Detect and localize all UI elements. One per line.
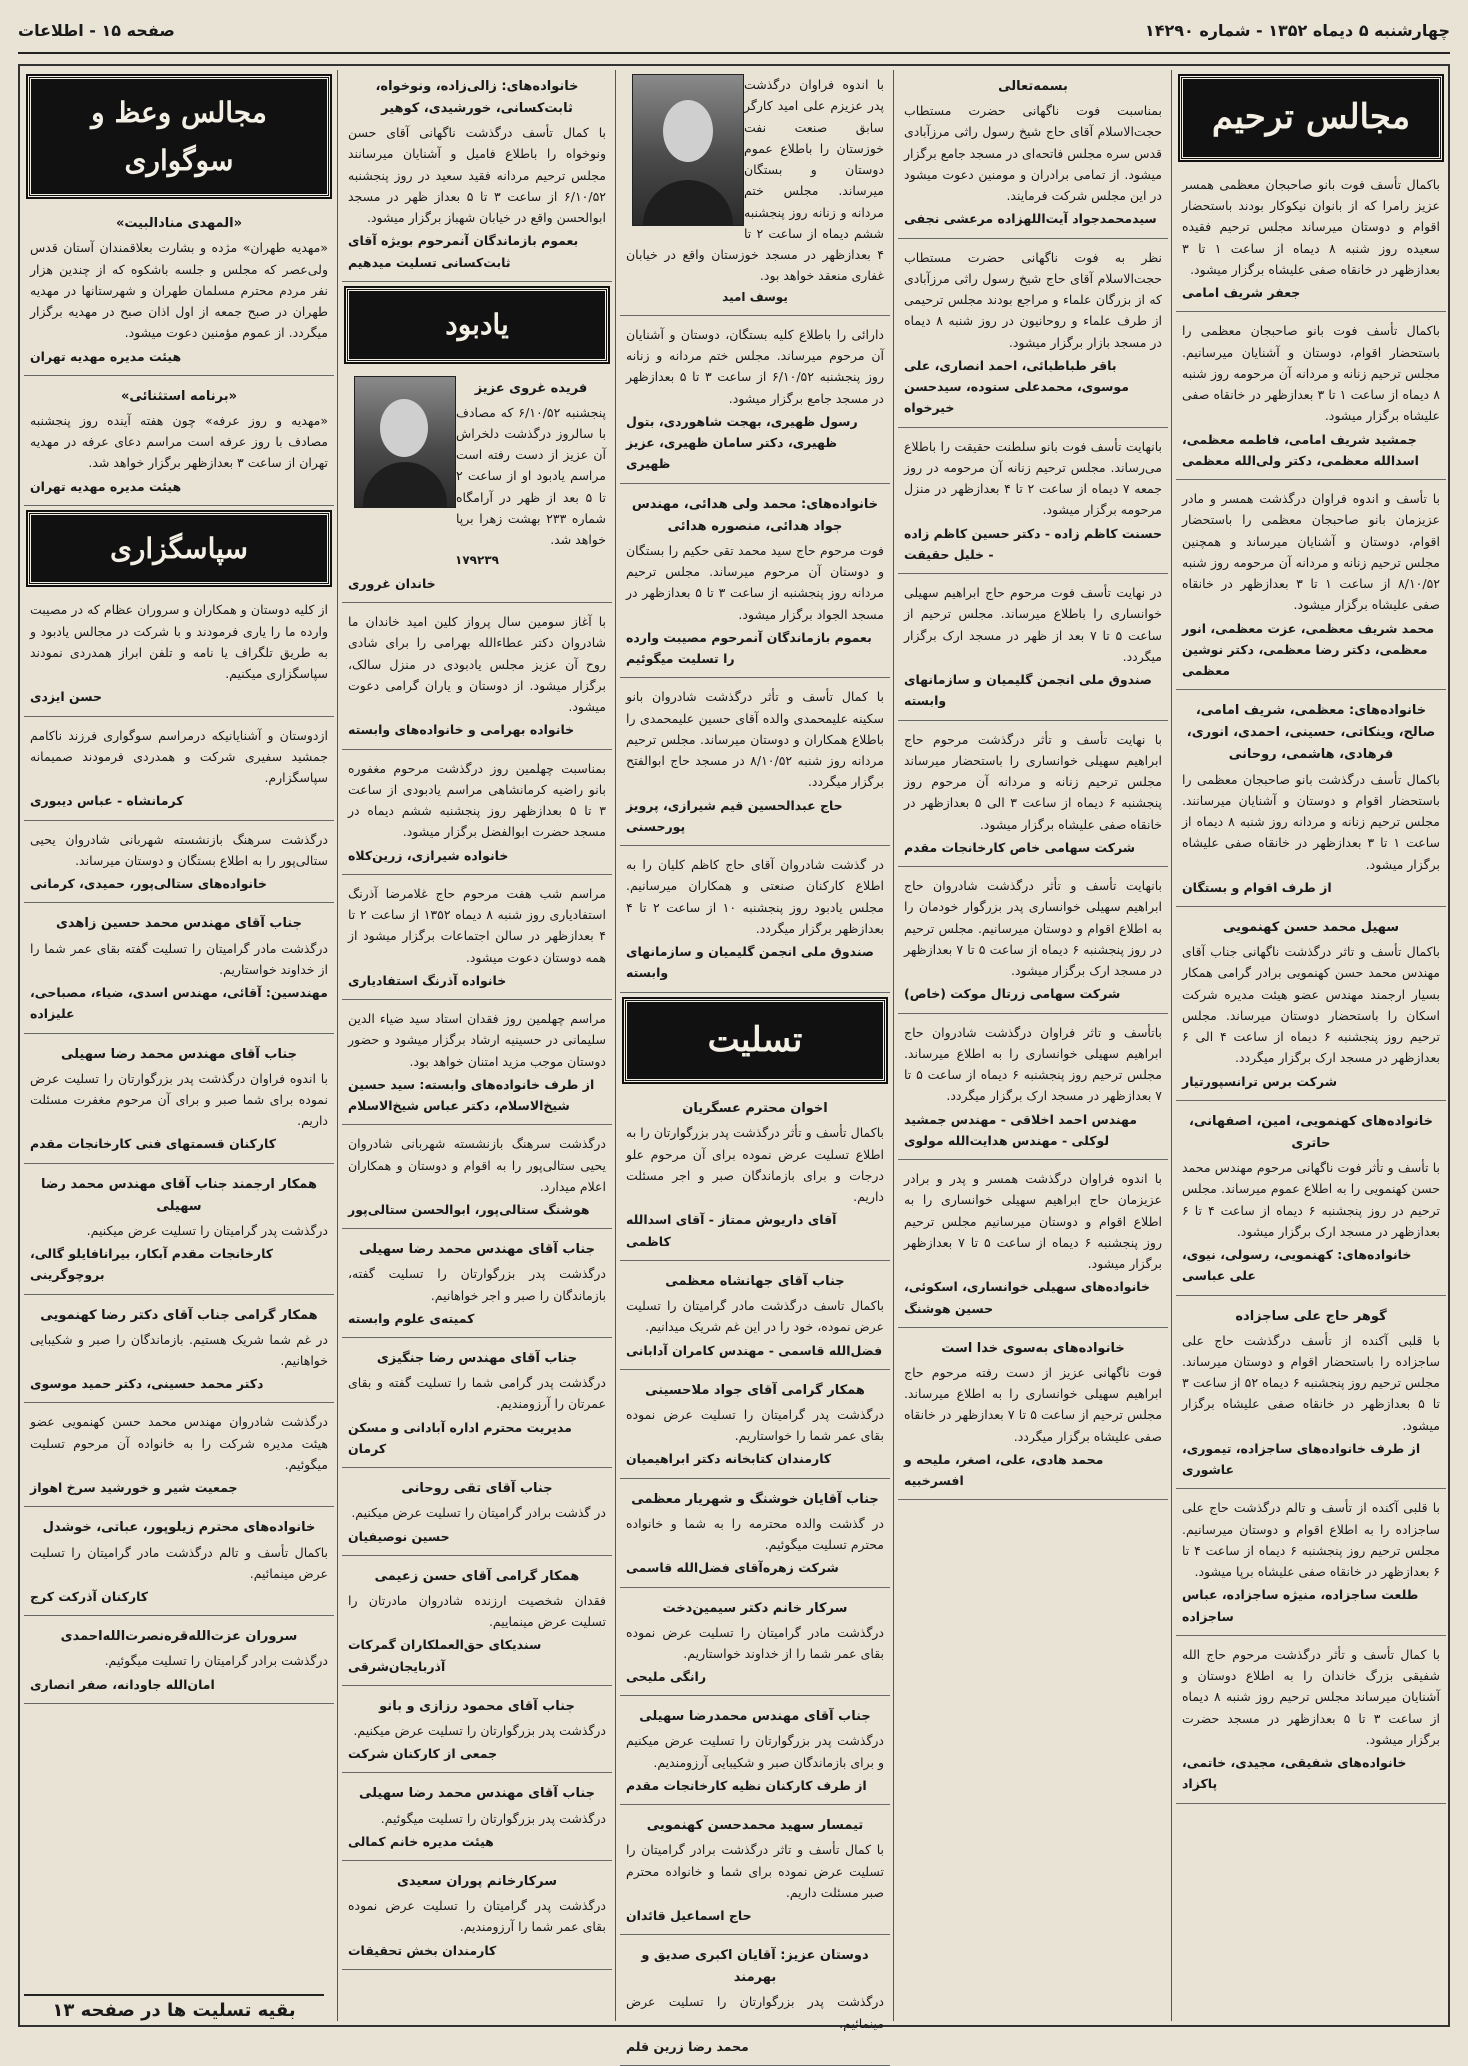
- notice-block: [620, 1265, 890, 1370]
- notice-block: [620, 682, 890, 846]
- notice-text: فوت ناگهانی عزیز از دست رفته مرحوم حاج ابراهیم سهیلی خوانساری را به اطلاع میرساند. مجلس ترحیم از ساعت ۵ تا ۷ بعدازظهر در خانقاه صفی علیشاه برگزار میگردد.: [904, 1364, 1163, 1444]
- notice-block: [620, 1374, 890, 1479]
- notice-title: خانواده‌های محترم زیلوپور، عباتی، خوشدل: [42, 1520, 316, 1536]
- notice-block: [342, 754, 612, 875]
- notice-block: [1176, 484, 1446, 690]
- notice-signature: خانواده بهرامی و خانواده‌های وابسته: [348, 722, 575, 738]
- notice-text: با تأسف و اندوه فراوان درگذشت همسر و مادر عزیزمان بانو صاحبجان معظمی را باستحضار اقوام، دوستان و آشنایان میرساند و همچنین مجلس ترحیم زنانه و مردانه آن مرحومه روز شنبه ۸/۱۰/۵۲ از ساعت ۱ تا ۳ بعدازظهر در خانقاه صفی علیشاه برگزار میشود.: [1182, 491, 1441, 613]
- notice-block: [24, 1168, 334, 1295]
- header-page-number: صفحه ۱۵ - اطلاعات: [18, 20, 175, 40]
- notice-signature: شرکت سهامی خاص کارخانجات مقدم: [904, 839, 1136, 855]
- column-rule: [337, 70, 338, 2021]
- notice-block: [620, 1483, 890, 1588]
- notice-signature: از طرف اقوام و بستگان: [1182, 879, 1332, 895]
- notice-block: [898, 871, 1168, 1014]
- notice-title: جناب آقای مهندس محمد رضا سهیلی: [358, 1242, 596, 1258]
- notice-title: جناب آقای محمود رزازی و بانو: [379, 1698, 575, 1714]
- notice-text: «مهدیه طهران» مژده و بشارت بعلاقمندان آستان قدس ولی‌عصر که مجلس و جلسه باشکوه که از چندین هزار نفر مردم محترم مسلمان طهران و شهرستانها در مهدیه طهران در صبح جمعه از اول اذان صبح در مهدیه برگزار میگردد. از عموم مؤمنین دعوت میشود.: [30, 240, 328, 341]
- notice-block: [342, 879, 612, 1000]
- notice-title: اخوان محترم عسگریان: [682, 1101, 828, 1117]
- notice-text: درگذشت پدر گرامیتان را تسلیت عرض نموده بقای عمر شما را آرزومندیم.: [348, 1898, 606, 1935]
- notice-signature: بعموم بازماندگان آنمرحوم بویژه آقای ثابت‌کسانی تسلیت میدهیم: [348, 233, 579, 270]
- column-sermons-thanks: [24, 70, 334, 2021]
- column-mourning-right: [1176, 70, 1446, 2021]
- column-rule: [1171, 70, 1172, 2021]
- notice-title: سرکارخانم پوران سعیدی: [396, 1874, 558, 1890]
- notice-signature: کمیته‌ی علوم وابسته: [348, 1310, 475, 1326]
- notice-text: باکمال تأسف فوت بانو صاحبجان معظمی همسر عزیز رامرا که از بانوان نیکوکار بودند باستحضار اقوام و دوستان میرساند مجلس ترحیم فقیده سعیده روز شنبه ۸ دیماه از ساعت ۱ تا ۳ بعدازظهر در خانقاه صفی علیشاه برگزار میشود.: [1182, 176, 1440, 277]
- notice-block: [24, 1299, 334, 1404]
- notice-block: [620, 1939, 890, 2066]
- notice-signature: مهندس احمد اخلاقی - مهندس جمشید لوکلی - مهندس هدایت‌الله مولوی: [904, 1111, 1138, 1148]
- notice-title: جناب آقای مهندس محمد حسین زاهدی: [55, 916, 303, 932]
- notice-signature: آقای داریوش ممتاز - آقای اسدالله کاظمی: [626, 1212, 837, 1249]
- banner-tarhim: مجالس ترحیم: [1180, 76, 1442, 160]
- notice-title: خانواده‌های: محمد ولی هدائی، مهندس جواد هدائی، منصوره هدائی: [631, 496, 879, 534]
- notice-text: در غم شما شریک هستیم. بازماندگان را صبر و شکیبایی خواهانیم.: [30, 1331, 328, 1368]
- memorial-number: ۱۷۹۲۳۹: [455, 553, 499, 568]
- notice-block: [1176, 1640, 1446, 1804]
- notice-title: «برنامه استثنائی»: [120, 388, 238, 404]
- notice-text: باکمال تأسف و تاثر درگذشت ناگهانی جناب آقای مهندس محمد حسن کهنمویی برادر گرامی همکار بسیار ارجمند مهندس عضو هیئت مدیره شرکت اسکان را باستحضار دوستان میرساند. مجلس ترحیم روز پنجشنبه ۶ دیماه از ساعت ۴ الی ۶ بعدازظهر در مسجد ارک برگزار میگردد.: [1182, 944, 1440, 1066]
- notice-signature: هیئت مدیره مهدیه تهران: [30, 478, 182, 494]
- notice-text: با اندوه فراوان درگذشت پدر بزرگوارتان را تسلیت عرض نموده برای شما صبر و برای آن مرحوم مغفرت مسئلت داریم.: [30, 1070, 328, 1129]
- notice-block: [620, 320, 890, 484]
- notice-block: [24, 595, 334, 716]
- column-mourning-second: [898, 70, 1168, 2021]
- notice-block: [24, 207, 334, 376]
- notice-signature: باقر طباطبائی، احمد انصاری، علی موسوی، محمدعلی ستوده، سیدحسن خیرخواه: [904, 357, 1129, 416]
- notice-title: جناب آقای مهندس محمدرضا سهیلی: [639, 1709, 871, 1725]
- notice-text: بانهایت تأسف فوت بانو سلطنت حقیقت را باطلاع می‌رساند. مجلس ترحیم زنانه آن مرحومه در روز جمعه ۷ دیماه از ساعت ۲ تا ۴ بعدازظهر در منزل مرحومه برگزار میشود.: [904, 438, 1162, 518]
- notice-title: خانواده‌های کهنمویی، امین، اصفهانی، حاتری: [1188, 1113, 1434, 1152]
- notice-signature: بعموم بازماندگان آنمرحوم مصیبت وارده را تسلیت میگوئیم: [626, 629, 872, 667]
- notice-text: درگذشت پدر بزرگوارتان را تسلیت عرض میکنیم.: [353, 1722, 606, 1738]
- banner-sepas: سپاسگزاری: [28, 512, 330, 586]
- notice-block: [620, 488, 890, 679]
- notice-text: با تأسف و تأثر فوت ناگهانی مرحوم مهندس محمد حسن کهنمویی را به اطلاع عموم میرساند. مجلس ترحیم در روز پنجشنبه ۶ دیماه از ساعت ۴ تا ۶ بعدازظهر در مسجد ارک برگزار میشود.: [1182, 1160, 1440, 1239]
- notice-title: دوستان عزیز: آقایان اکبری صدیق و بهرمند: [641, 1948, 869, 1986]
- notice-block: [1176, 316, 1446, 480]
- notice-title: «المهدی منادالبیت»: [115, 216, 242, 232]
- notice-signature: طلعت ساجزاده، منیژه ساجزاده، عباس ساجزاده: [1182, 1587, 1419, 1624]
- notice-text: درگذشت پدر گرامیتان را تسلیت عرض میکنیم.: [86, 1222, 328, 1238]
- notice-signature: هوشنگ ستالی‌پور، ابوالحسن ستالی‌پور: [348, 1202, 590, 1218]
- header-date-issue: چهارشنبه ۵ دیماه ۱۳۵۲ - شماره ۱۴۲۹۰: [1144, 20, 1450, 40]
- notice-block: [24, 380, 334, 506]
- column-center: [620, 70, 890, 2054]
- notice-signature: رسول ظهیری، بهجت شاهوردی، بتول ظهیری، دکتر سامان ظهیری، عزیز ظهیری: [626, 413, 858, 472]
- notice-text: درگذشت پدر بزرگوارتان را تسلیت عرض میکنیم و برای بازماندگان صبر و شکیبایی آرزومندیم.: [626, 1733, 884, 1770]
- notice-signature: کارکنان قسمتهای فنی کارخانجات مقدم: [30, 1136, 276, 1152]
- notice-signature: از طرف خانواده‌های ساجزاده، تیموری، عاشوری: [1182, 1440, 1421, 1478]
- notice-signature: امان‌الله جاودانه، صفر انصاری: [30, 1676, 215, 1692]
- notice-title: گوهر حاج علی ساجزاده: [1235, 1308, 1387, 1324]
- notice-block: [24, 825, 334, 904]
- notice-signature: صندوق ملی انجمن گلیمیان و سازمانهای وابسته: [904, 672, 1153, 709]
- memorial-notice: [342, 372, 612, 603]
- photo-caption: یوسف امید: [722, 289, 788, 304]
- notice-signature: شرکت سهامی زرتال موکت (خاص): [904, 986, 1121, 1002]
- notice-text: دارائی را باطلاع کلیه بستگان، دوستان و آشنایان آن مرحوم میرساند. مجلس ختم مردانه و زنانه روز پنجشنبه ۶/۱۰/۵۲ از ساعت ۳ تا ۵ بعدازظهر در مسجد جامع برگزار میشود.: [626, 326, 884, 406]
- notice-block: [1176, 694, 1446, 907]
- notice-signature: صندوق ملی انجمن گلیمیان و سازمانهای وابسته: [626, 944, 875, 981]
- notice-text: درگذشت سرهنگ بازنشسته شهربانی شادروان یحیی ستالی‌پور را به اطلاع بستگان و دوستان میرساند.: [30, 831, 328, 868]
- notice-signature: مدیریت محترم اداره آبادانی و مسکن کرمان: [348, 1419, 572, 1456]
- notice-block: [24, 721, 334, 821]
- notice-signature: جمشید شریف امامی، فاطمه معظمی، اسدالله معظمی، دکتر ولی‌الله معظمی: [1182, 431, 1419, 468]
- notice-signature: فضل‌الله قاسمی - مهندس کامران آدابانی: [626, 1342, 883, 1358]
- notice-signature: سیدمحمدجواد آیت‌اللهزاده مرعشی نجفی: [904, 211, 1157, 227]
- notice-signature: مهندسین: آقائی، مهندس اسدی، ضیاء، مصباحی، علیزاده: [30, 985, 328, 1022]
- notice-text: بانهایت تأسف و تأثر درگذشت شادروان حاج ابراهیم سهیلی خوانساری پدر بزرگوار خودمان را به اطلاع اقوام و دوستان میرسانیم. مجلس ترحیم در روز پنجشنبه ۶ دیماه از ساعت ۵ تا ۷ بعدازظهر در مسجد ارک برگزار میشود.: [904, 878, 1162, 979]
- page-header: [18, 8, 1450, 54]
- notice-signature: حسین نوصیفیان: [348, 1528, 450, 1544]
- notice-block: [342, 1690, 612, 1774]
- notice-text: در گذشت برادر گرامیتان را تسلیت عرض میکنیم.: [351, 1505, 606, 1521]
- notice-text: باکمال تأسف درگذشت بانو صاحبجان معظمی را باستحضار اقوام و دوستان و آشنایان میرسانند. مجلس ترحیم زنانه و مردانه روز شنبه ۸ دیماه از ساعت ۱ تا ۳ بعدازظهر در خانقاه صفی علیشاه برگزار میشود.: [1182, 771, 1440, 872]
- notice-text: با قلبی آکنده از تأسف درگذشت حاج علی ساجزاده را باستحضار اقوام و دوستان میرساند. مجلس ترحیم روز پنجشنبه ۶ دیماه ۵۲ از ساعت ۳ تا ۵ بعدازظهر در خانقاه صفی علیشاه برگزار میشود.: [1182, 1332, 1441, 1433]
- memorial-signature: خاندان غروری: [348, 575, 436, 591]
- notice-signature: دکتر محمد حسینی، دکتر حمید موسوی: [30, 1376, 264, 1392]
- notice-signature: خانواده‌های سهیلی خوانساری، اسکوئی، حسین هوشنگ: [904, 1279, 1150, 1316]
- notice-signature: حسنت کاظم زاده - دکتر حسین کاظم زاده - خلیل حقیقت: [904, 525, 1162, 562]
- memorial-caption: فریده غروی عزیز: [474, 380, 588, 396]
- notice-block: [898, 725, 1168, 868]
- notice-signature: از طرف کارکنان نظیه کارخانجات مقدم: [626, 1777, 867, 1793]
- notice-signature: خانواده‌های: کهنمویی، رسولی، نیوی، علی عباسی: [1182, 1247, 1412, 1284]
- notice-signature: کرمانشاه - عباس دیبوری: [30, 793, 184, 809]
- notice-title: همکار گرامی جناب آقای دکتر رضا کهنمویی: [40, 1307, 318, 1323]
- notice-signature: کارمندان کتابخانه دکتر ابراهیمیان: [626, 1451, 832, 1467]
- notice-text: درگذشت پدر بزرگوارتان را تسلیت گفته، بازماندگان را صبر و اجر خواهانیم.: [348, 1266, 606, 1303]
- child-portrait-photo: [354, 376, 456, 508]
- notice-block: [24, 1620, 334, 1704]
- notice-signature: سندیکای حق‌العملکاران گمرکات آذربایجان‌شرقی: [348, 1637, 542, 1674]
- notice-text: با قلبی آکنده از تأسف و تالم درگذشت حاج علی ساجزاده را به اطلاع اقوام و دوستان میرسانیم. مجلس ترحیم روز پنجشنبه ۶ دیماه از ساعت ۴ تا ۶ بعدازظهر در خانقاه صفی علیشاه برپا میشود.: [1182, 1500, 1440, 1580]
- notice-title: سرکار خانم دکتر سیمین‌دخت: [662, 1600, 848, 1616]
- notice-block: [898, 70, 1168, 239]
- notice-block: [1176, 1105, 1446, 1296]
- notice-text: مراسم چهلمین روز فقدان استاد سید ضیاء الدین سلیمانی در حسینیه ارشاد برگزار میشود و حضور دوستان موجب مزید امتنان خواهد بود.: [348, 1011, 606, 1069]
- notice-block: [898, 1332, 1168, 1501]
- notice-block: [342, 607, 612, 750]
- notice-block: [342, 1004, 612, 1125]
- notice-text: فقدان شخصیت ارزنده شادروان مادرتان را تسلیت عرض مینماییم.: [348, 1592, 606, 1630]
- notice-signature: خانواده شیرازی، زرین‌کلاه: [348, 847, 509, 863]
- notice-block: [24, 1511, 334, 1616]
- notice-text: با اندوه فراوان درگذشت همسر و پدر و برادر عزیزمان حاج ابراهیم سهیلی خوانساری را به اطلاع اقوام و دوستان میرسانیم مجلس ترحیم روز پنجشنبه ۶ دیماه از ساعت ۵ تا ۷ بعدازظهر برگزار میشود.: [904, 1171, 1162, 1272]
- notice-signature: جعفر شریف امامی: [1182, 285, 1301, 301]
- notice-block: [1176, 1300, 1446, 1490]
- notice-text: فوت مرحوم حاج سید محمد تقی حکیم را بستگان و دوستان آن مرحوم میرساند. مجلس ترحیم مردانه روز پنجشنبه از ساعت ۳ تا ۵ بعدازظهر در مسجد الجواد برگزار میشود.: [626, 542, 885, 622]
- notice-signature: هیئت مدیره مهدیه تهران: [30, 348, 182, 364]
- banner-vaz: مجالس وعظ و سوگواری: [28, 76, 330, 197]
- notice-title: خانواده‌های: معظمی، شریف امامی، صالح، وینکاتی، حسینی، احمدی، انوری، فرهادی، هاشمی، روحانی: [1186, 703, 1436, 763]
- notice-block: [342, 1777, 612, 1861]
- notice-signature: از طرف خانواده‌های وابسته: سید حسین شیخ‌الاسلام، دکتر عباس شیخ‌الاسلام: [348, 1076, 595, 1114]
- notice-text: درگذشت پدر بزرگوارتان را تسلیت میگوئیم.: [380, 1810, 606, 1826]
- notice-block: [898, 243, 1168, 428]
- notice-block: [342, 1129, 612, 1229]
- memorial-text: پنجشنبه ۶/۱۰/۵۲ که مصادف با سالروز درگذشت دلخراش آن عزیز از دست رفته است مراسم یادبود او از ساعت ۲ تا ۵ بعد از ظهر در آرامگاه شماره ۲۳۳ بهشت زهرا برپا خواهد شد.: [456, 404, 606, 548]
- notice-text: درگذشت شادروان مهندس محمد حسن کهنمویی عضو هیئت مدیره شرکت را به خانواده آن مرحوم تسلیت میگوئیم.: [30, 1414, 328, 1472]
- notice-block: [620, 1592, 890, 1697]
- notice-title: تیمسار سهید محمدحسن کهنمویی: [646, 1818, 864, 1834]
- notice-text: از کلیه دوستان و همکاران و سروران عظام که در مصیبت وارده ما را یاری فرمودند و با شرکت در مجالس یادبود و به طریق تلگراف یا نامه و تلفن ابراز همدردی نمودند سپاسگزاری میکنیم.: [30, 602, 328, 682]
- notice-text: باکمال تأسف فوت بانو صاحبجان معظمی را باستحضار اقوام، دوستان و آشنایان میرسانیم. مجلس ترحیم زنانه و مردانه آن مرحومه روز شنبه ۸ دیماه از ساعت ۱ تا ۳ بعدازظهر در خانقاه صفی علیشاه برگزار میشود.: [1182, 323, 1440, 424]
- notice-block: [24, 1407, 334, 1507]
- notice-signature: هیئت مدیره خانم کمالی: [348, 1833, 494, 1849]
- notice-signature: شرکت زهره‌آقای فضل‌الله قاسمی: [626, 1560, 839, 1576]
- notice-signature: خانواده‌های شفیقی، مجیدی، خاتمی، پاکزاد: [1182, 1755, 1407, 1792]
- notice-text: درگذشت پدر گرامیتان را تسلیت عرض نموده بقای عمر شما را خواستاریم.: [626, 1406, 884, 1444]
- notice-text: درگذشت پدر گرامی شما را تسلیت گفته و بقای عمرتان را آرزومندیم.: [348, 1375, 606, 1412]
- notice-block: [620, 850, 890, 993]
- notice-signature: جمعیت شیر و خورشید سرخ اهواز: [30, 1480, 238, 1496]
- notice-title: سروران عزت‌الله‌قره‌نصرت‌الله‌احمدی: [60, 1629, 298, 1645]
- notice-title: جناب آقای مهندس رضا جنگیزی: [376, 1351, 578, 1367]
- notice-block: [1176, 911, 1446, 1101]
- notice-text: باتأسف و تاثر فراوان درگذشت شادروان حاج ابراهیم سهیلی خوانساری را به اطلاع میرساند. مجلس ترحیم روز پنجشنبه ۶ دیماه از ساعت ۵ تا ۷ بعدازظهر در مسجد ارک برگزار میگردد.: [904, 1024, 1162, 1104]
- notice-text: در گذشت شادروان آقای حاج کاظم کلیان را به اطلاع کارکنان صنعتی و همکاران میرسانیم. مجلس یادبود روز پنجشنبه ۱۰ از ساعت ۲ تا ۴ بعدازظهر برگزار میگردد.: [626, 857, 885, 936]
- notice-title: جناب آقای جهانشاه معظمی: [665, 1273, 845, 1289]
- notice-text: درگذشت مادر گرامیتان را تسلیت عرض نموده بقای عمر شما را از خداوند خواستاریم.: [626, 1624, 884, 1661]
- notice-block: [342, 1472, 612, 1556]
- notice-signature: جمعی از کارکنان شرکت: [348, 1746, 498, 1762]
- notice-text: نظر به فوت ناگهانی حضرت مستطاب حجت‌الاسلام آقای حاج شیخ رسول راثی مرزآبادی که از بزرگان علماء و مراجع بودند مجلس ترحیمی از طرف علماء و روحانیون در روز شنبه ۸ دیماه در مسجد بازار برگزار میشود.: [904, 249, 1162, 350]
- notice-block: [1176, 170, 1446, 313]
- banner-yadbood: یادبود: [346, 288, 608, 362]
- notice-block: [24, 907, 334, 1033]
- notice-title: همکار ارجمند جناب آقای مهندس محمد رضا سهیلی: [41, 1176, 317, 1214]
- notice-title: خانواده‌های به‌سوی خدا است: [941, 1340, 1125, 1356]
- notice-signature: محمد هادی، علی، اصغر، ملیحه و افسرخبیه: [904, 1451, 1104, 1489]
- notice-title: سهیل محمد حسن کهنمویی: [1222, 920, 1400, 936]
- notice-title: بسمه‌تعالی: [998, 79, 1068, 94]
- notice-text: با آغاز سومین سال پرواز کلین امید خاندان ما شادروان دکتر عطاءالله بهرامی را برای شادی روح آن عزیز مجلس یادبودی در منزل سالک، برگزار میشود. از دوستان و یاران گرامی دعوت میشود.: [348, 614, 606, 715]
- notice-signature: کارمندان بخش تحقیقات: [348, 1942, 497, 1958]
- notice-text: بمناسبت فوت ناگهانی حضرت مستطاب حجت‌الاسلام آقای حاج شیخ رسول راثی مرزآبادی قدس سره مجلس فاتحه‌ای در مسجد جامع برگزار میشود. از تمامی برادران و مومنین دعوت میشود در این مجلس شرکت فرمایند.: [904, 103, 1162, 204]
- notice-signature: حاج اسماعیل قائدان: [626, 1908, 752, 1924]
- notice-text: درگذشت پدر بزرگوارتان را تسلیت عرض مینمائیم.: [626, 1994, 884, 2031]
- notice-block: [342, 1865, 612, 1970]
- notice-text: باکمال تأسف و تالم درگذشت مادر گرامیتان را تسلیت عرض مینمائیم.: [30, 1544, 328, 1581]
- notice-title: همکار گرامی آقای جواد ملاحسینی: [645, 1382, 865, 1398]
- notice-text: با کمال تأسف و تاثر درگذشت برادر گرامیتان را تسلیت عرض نموده برای شما و خانواده محترم صبر مسئلت داریم.: [626, 1842, 884, 1900]
- notice-with-photo: با اندوه فراوان درگذشت پدر عزیزم علی امید کارگر سابق صنعت نفت خوزستان را باطلاع عموم دوستان و بستگان میرساند. مجلس ختم مردانه و زنانه روز پنجشنبه ششم دیماه از ساعت ۲ تا ۴ بعدازظهر در مسجد خوزستان واقع در خیابان غفاری منعقد خواهد بود. یوسف امید: [620, 70, 890, 316]
- notice-block: [620, 1092, 890, 1261]
- notice-text: با کمال تأسف درگذشت ناگهانی آقای حسن ونوخواه را باطلاع فامیل و آشنایان میرسانند مجلس ترحیم مردانه فقید سعید در روز پنجشنبه ۶/۱۰/۵۲ از ساعت ۳ تا ۵ بعداز ظهر در مسجد ابوالحسن واقع در خیابان شهباز برگزار میشود.: [348, 125, 607, 226]
- notice-block: [898, 1164, 1168, 1328]
- notice-block: [620, 1700, 890, 1805]
- notice-title: خانواده‌های: زالی‌زاده، ونوخواه، ثابت‌کسانی، خورشیدی، کوهیر: [375, 79, 579, 117]
- banner-taslit: تسلیت: [624, 999, 886, 1083]
- notice-signature: کارکنان آذرکت کرج: [30, 1589, 149, 1605]
- notice-text: «مهدیه و روز عرفه» چون هفته آینده روز پنجشنبه مصادف با روز عرفه است مراسم دعای عرفه در مهدیه تهران از ساعت ۳ بعدازظهر برگزار خواهد شد.: [30, 412, 328, 471]
- column-rule: [893, 70, 894, 2021]
- notice-text: در نهایت تأسف فوت مرحوم حاج ابراهیم سهیلی خوانساری را باطلاع میرساند. مجلس ترحیم از ساعت ۵ تا ۷ بعد از ظهر در مسجد ارک برگزار میگردد.: [904, 585, 1162, 664]
- notice-signature: خانواده آذرنگ استفادیاری: [348, 972, 507, 988]
- notice-block: [898, 432, 1168, 575]
- notice-signature: خانواده‌های ستالی‌پور، حمیدی، کرمانی: [30, 876, 267, 892]
- notice-title: جناب آقای مهندس محمد رضا سهیلی: [358, 1786, 596, 1802]
- notice-block: [620, 1809, 890, 1935]
- notice-signature: شرکت برس ترانسپورتیار: [1182, 1073, 1337, 1089]
- notice-text: ازدوستان و آشنایانیکه درمراسم سوگواری فرزند ناکامم جمشید سفیری شرکت و همدردی فرمودند صمیمانه سپاسگزارم.: [30, 727, 328, 786]
- notice-title: جناب آقای تقی روحانی: [401, 1481, 553, 1497]
- notice-text: مراسم شب هفت مرحوم حاج غلامرضا آذرنگ استفادیاری روز شنبه ۸ دیماه ۱۳۵۲ از ساعت ۲ تا ۴ بعدازظهر در سالن اجتماعات برگزار میشود از همه دوستان دعوت میشود.: [348, 885, 606, 965]
- notice-block: [24, 1038, 334, 1164]
- column-memorial: [342, 70, 612, 2021]
- notice-signature: حاج عبدالحسین قیم شیرازی، پرویز پورحسنی: [626, 797, 843, 834]
- notice-text: درگذشت مادر گرامیتان را تسلیت گفته بقای عمر شما را از خداوند خواستاریم.: [30, 940, 328, 977]
- notice-text: درگذشت سرهنگ بازنشسته شهربانی شادروان یحیی ستالی‌پور را به اقوام و دوستان و همکاران اعلام میدارد.: [348, 1136, 606, 1194]
- notice-text: بمناسبت چهلمین روز درگذشت مرحوم مغفوره بانو راضیه کرمانشاهی مراسم یادبودی از ساعت ۳ تا ۵ بعدازظهر روز پنجشنبه ششم دیماه در مسجد حضرت ابوالفضل برگزار میشود.: [348, 760, 607, 840]
- notice-title: همکار گرامی آقای حسن زعیمی: [374, 1568, 580, 1584]
- notice-text: در گذشت والده محترمه را به شما و خانواده محترم تسلیت میگوئیم.: [626, 1515, 884, 1552]
- notice-text: با کمال تأسف و تأثر درگذشت مرحوم حاج الله شفیقی بزرگ خاندان را به اطلاع دوستان و آشنایان میرساند مجلس ترحیم روز شنبه ۸ دیماه از ساعت ۳ تا ۵ بعدازظهر در مسجد حضرت برگزار میشود.: [1182, 1646, 1440, 1747]
- notice-signature: محمد شریف معظمی، عزت معظمی، انور معظمی، دکتر رضا معظمی، دکتر نوشین معظمی: [1182, 620, 1435, 679]
- notice-text: درگذشت برادر گرامیتان را تسلیت میگوئیم.: [104, 1653, 328, 1669]
- notice-title: جناب آقایان خوشنگ و شهریار معظمی: [631, 1491, 879, 1507]
- notice-text: با کمال تأسف و تأثر درگذشت شادروان بانو سکینه علیمحمدی والده آقای حسین علیمحمدی را باطلاع همکاران و دوستان میرساند. مجلس ترحیم مردانه روز شنبه ۸/۱۰/۵۲ در مسجد حاج ابوالفتح برگزار میگردد.: [626, 689, 885, 790]
- notice-text: باکمال تأسف و تأثر درگذشت پدر بزرگوارتان را به اطلاع تسلیت عرض نموده برای آن مرحوم علو درجات و برای بازماندگان صبر و اجر مسئلت داریم.: [626, 1125, 884, 1205]
- notice-signature: کارخانجات مقدم آبکار، بیرانافایلو گالی، بروچوگرینی: [30, 1246, 274, 1283]
- notice-text: با نهایت تأسف و تأثر درگذشت مرحوم حاج ابراهیم سهیلی خوانساری را باستحضار میرساند مجلس ترحیم زنانه و مردانه آن مرحوم روز پنجشنبه ۶ دیماه از ساعت ۳ الی ۵ بعدازظهر در خانقاه صفی علیشاه برگزار میشود.: [904, 731, 1162, 832]
- notice-block: [898, 578, 1168, 721]
- notice-signature: محمد رضا زرین قلم: [626, 2038, 749, 2054]
- notice-signature: حسن ایزدی: [30, 689, 102, 705]
- notice-block: [342, 1560, 612, 1686]
- notice-block: [342, 1233, 612, 1338]
- continued-notice: بقیه تسلیت ها در صفحه ۱۳: [24, 1994, 324, 2021]
- notice-block: [342, 1342, 612, 1468]
- notice-block: [1176, 1493, 1446, 1636]
- portrait-photo: [632, 74, 744, 226]
- notice-signature: رانگی ملیحی: [626, 1669, 707, 1685]
- column-rule: [615, 70, 616, 2021]
- notice-block: [898, 1018, 1168, 1161]
- notice-title: جناب آقای مهندس محمد رضا سهیلی: [60, 1046, 298, 1062]
- notice-text: باکمال تاسف درگذشت مادر گرامیتان را تسلیت عرض نموده، خود را در این غم شریک میدانیم.: [626, 1298, 884, 1335]
- notice-top: [342, 70, 612, 282]
